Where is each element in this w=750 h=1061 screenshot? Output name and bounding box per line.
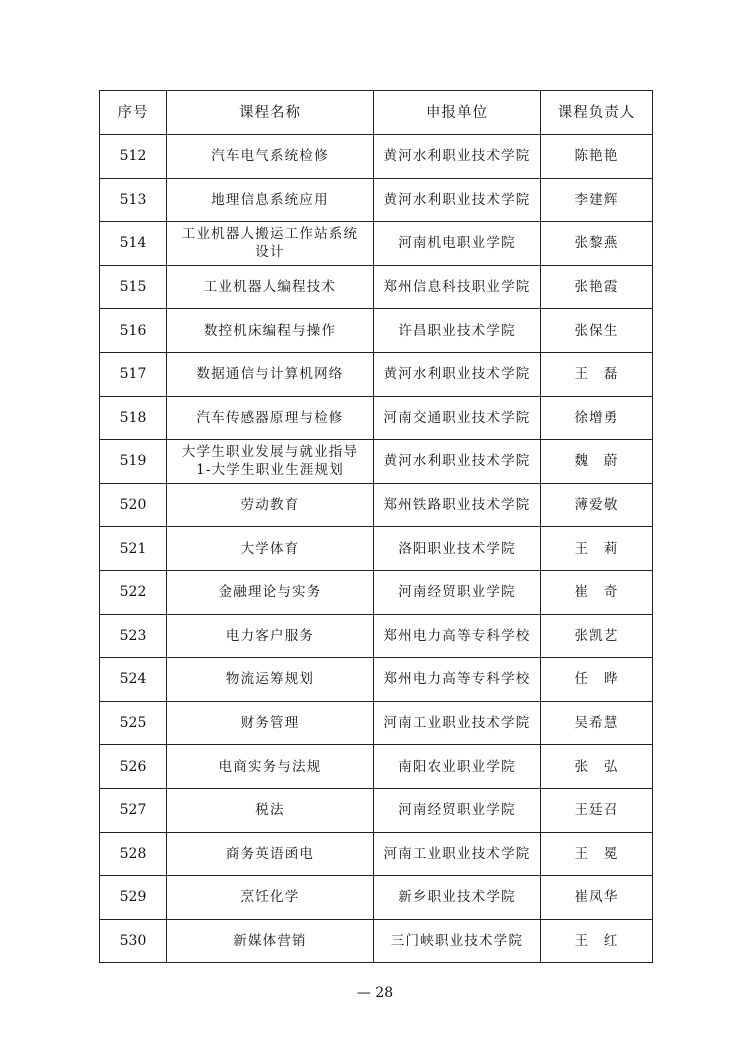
row-course-lead-cell: 徐增勇 [541,396,653,440]
row-course-name-cell: 工业机器人搬运工作站系统设计 [167,222,374,266]
row-course-lead-cell: 王 莉 [541,527,653,571]
header-course-lead: 课程负责人 [541,91,653,135]
table-header [100,91,653,135]
row-seq-cell: 514 [100,222,167,266]
row-seq-cell: 530 [100,919,167,963]
row-course-lead-cell: 崔凤华 [541,876,653,920]
table-row [100,527,653,571]
row-course-lead-cell: 王廷召 [541,788,653,832]
row-course-name-cell: 工业机器人编程技术 [167,265,374,309]
row-course-lead-cell: 张凯艺 [541,614,653,658]
row-applying-unit-cell: 许昌职业技术学院 [374,309,541,353]
row-course-name-cell: 劳动教育 [167,483,374,527]
table-row [100,440,653,484]
row-course-lead-cell: 吴希慧 [541,701,653,745]
table-row [100,876,653,920]
row-course-name-cell: 物流运筹规划 [167,658,374,702]
row-seq-cell: 522 [100,570,167,614]
row-applying-unit-cell: 郑州信息科技职业学院 [374,265,541,309]
row-seq-cell: 515 [100,265,167,309]
row-applying-unit-cell: 黄河水利职业技术学院 [374,178,541,222]
table-row [100,614,653,658]
row-course-name-cell: 电商实务与法规 [167,745,374,789]
row-course-name-cell: 大学体育 [167,527,374,571]
row-applying-unit-cell: 黄河水利职业技术学院 [374,440,541,484]
row-course-name-cell: 数控机床编程与操作 [167,309,374,353]
row-course-name-cell: 财务管理 [167,701,374,745]
row-seq-cell: 512 [100,135,167,179]
table-row [100,788,653,832]
row-course-name-cell: 金融理论与实务 [167,570,374,614]
table-row [100,396,653,440]
table-row [100,745,653,789]
row-applying-unit-cell: 黄河水利职业技术学院 [374,352,541,396]
row-course-lead-cell: 张黎燕 [541,222,653,266]
row-applying-unit-cell: 河南工业职业技术学院 [374,832,541,876]
row-course-name-cell: 汽车传感器原理与检修 [167,396,374,440]
row-course-name-cell: 大学生职业发展与就业指导 1-大学生职业生涯规划 [167,440,374,484]
row-applying-unit-cell: 新乡职业技术学院 [374,876,541,920]
header-seq: 序号 [100,91,167,135]
table-body [100,135,653,963]
row-course-name-cell: 税法 [167,788,374,832]
row-course-lead-cell: 李建辉 [541,178,653,222]
row-course-lead-cell: 张 弘 [541,745,653,789]
row-course-lead-cell: 张艳霞 [541,265,653,309]
table-row [100,919,653,963]
row-seq-cell: 528 [100,832,167,876]
row-course-lead-cell: 崔 奇 [541,570,653,614]
row-applying-unit-cell: 洛阳职业技术学院 [374,527,541,571]
row-applying-unit-cell: 河南经贸职业学院 [374,570,541,614]
row-course-lead-cell: 张保生 [541,309,653,353]
row-seq-cell: 527 [100,788,167,832]
row-course-lead-cell: 王 冕 [541,832,653,876]
row-course-name-cell: 电力客户服务 [167,614,374,658]
table-row [100,352,653,396]
row-course-lead-cell: 薄爱敬 [541,483,653,527]
row-seq-cell: 519 [100,440,167,484]
row-applying-unit-cell: 郑州电力高等专科学校 [374,614,541,658]
row-applying-unit-cell: 郑州电力高等专科学校 [374,658,541,702]
row-course-name-cell: 地理信息系统应用 [167,178,374,222]
row-seq-cell: 518 [100,396,167,440]
row-course-name-cell: 商务英语函电 [167,832,374,876]
row-course-name-cell: 新媒体营销 [167,919,374,963]
table-row [100,222,653,266]
course-list-table [99,90,653,963]
row-seq-cell: 526 [100,745,167,789]
table-row [100,658,653,702]
row-course-name-cell: 数据通信与计算机网络 [167,352,374,396]
row-course-lead-cell: 王 红 [541,919,653,963]
table-row [100,483,653,527]
header-row [100,91,653,135]
row-applying-unit-cell: 三门峡职业技术学院 [374,919,541,963]
row-applying-unit-cell: 郑州铁路职业技术学院 [374,483,541,527]
table-row [100,832,653,876]
row-course-lead-cell: 魏 蔚 [541,440,653,484]
table-row [100,135,653,179]
row-applying-unit-cell: 河南机电职业学院 [374,222,541,266]
row-seq-cell: 524 [100,658,167,702]
row-applying-unit-cell: 南阳农业职业学院 [374,745,541,789]
row-course-lead-cell: 任 晔 [541,658,653,702]
page-number: — 28 [356,985,394,1001]
row-course-name-cell: 烹饪化学 [167,876,374,920]
table-row [100,701,653,745]
row-course-lead-cell: 陈艳艳 [541,135,653,179]
header-applying-unit: 申报单位 [374,91,541,135]
row-course-lead-cell: 王 磊 [541,352,653,396]
row-course-name-cell: 汽车电气系统检修 [167,135,374,179]
row-seq-cell: 521 [100,527,167,571]
row-applying-unit-cell: 河南交通职业技术学院 [374,396,541,440]
row-seq-cell: 520 [100,483,167,527]
row-seq-cell: 529 [100,876,167,920]
row-seq-cell: 513 [100,178,167,222]
table-row [100,178,653,222]
header-course-name: 课程名称 [167,91,374,135]
row-seq-cell: 517 [100,352,167,396]
row-seq-cell: 523 [100,614,167,658]
row-seq-cell: 516 [100,309,167,353]
row-applying-unit-cell: 黄河水利职业技术学院 [374,135,541,179]
table-row [100,265,653,309]
row-seq-cell: 525 [100,701,167,745]
row-applying-unit-cell: 河南工业职业技术学院 [374,701,541,745]
table-row [100,309,653,353]
row-applying-unit-cell: 河南经贸职业学院 [374,788,541,832]
table-row [100,570,653,614]
